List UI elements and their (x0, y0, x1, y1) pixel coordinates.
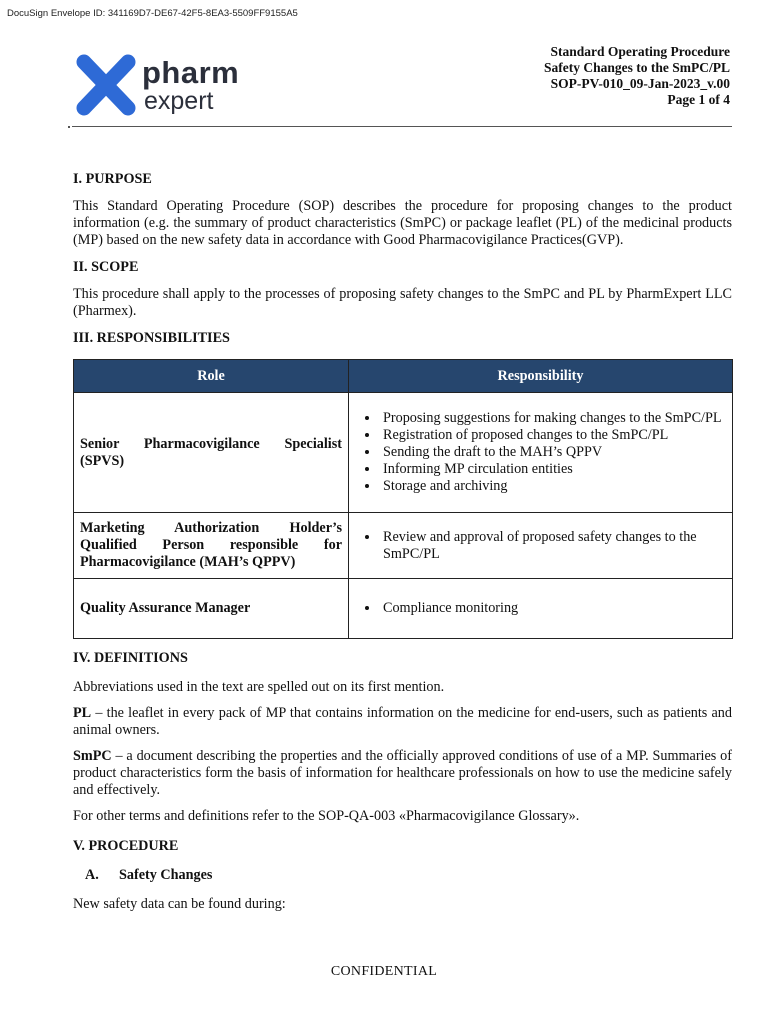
role-cell: Marketing Authorization Holder’s Qualified Person responsible for Pharmacovigilance (MAH’s QPPV) (74, 513, 349, 579)
table-row (74, 393, 733, 513)
list-item: • Proposing suggestions for making changes to the SmPC/PL (380, 410, 726, 427)
responsibility-cell (349, 579, 733, 639)
document-body (73, 170, 732, 913)
header-doc-type: Standard Operating Procedure (550, 44, 730, 59)
header-doc-title: Safety Changes to the SmPC/PL (544, 60, 730, 75)
definition-pl-text: – the leaflet in every pack of MP that contains information on the medicine for end-users, such as patients and animal owners. (73, 705, 732, 738)
column-header-role: Role (74, 360, 349, 393)
responsibility-cell (349, 513, 733, 579)
pharmexpert-logo (76, 54, 266, 116)
role-cell: Senior Pharmacovigilance Specialist (SPVS) (74, 393, 349, 513)
procedure-heading: V. PROCEDURE (73, 838, 179, 854)
definitions-intro: Abbreviations used in the text are spelled out on its first mention. (73, 679, 445, 695)
x-mark-logo-icon (76, 54, 136, 116)
confidential-footer: CONFIDENTIAL (330, 964, 438, 979)
list-item: • Informing MP circulation entities (380, 461, 726, 478)
definition-smpc (73, 748, 732, 799)
list-item: • Registration of proposed changes to the SmPC/PL (380, 427, 726, 444)
column-header-responsibility: Responsibility (349, 360, 733, 393)
scope-text: This procedure shall apply to the processes of proposing safety changes to the SmPC and PL by PharmExpert LLC (Pharmex). (73, 286, 732, 319)
list-item: • Review and approval of proposed safety changes to the SmPC/PL (380, 529, 726, 563)
procedure-subheading (73, 867, 732, 884)
definitions-other: For other terms and definitions refer to the SOP-QA-003 «Pharmacovigilance Glossary». (73, 808, 580, 824)
procedure-text: New safety data can be found during: (73, 896, 286, 912)
responsibilities-table (73, 359, 733, 639)
purpose-text: This Standard Operating Procedure (SOP) describes the procedure for proposing changes to the product information (e.g. the summary of product characteristics (SmPC) or package leaflet (PL) of the medicinal products (MP) based on the new safety data in accordance with Good Pharmacovigilance Practices(GVP). (73, 198, 732, 248)
role-cell: Quality Assurance Manager (74, 579, 349, 639)
list-item: • Compliance monitoring (380, 600, 726, 617)
term-smpc: SmPC (73, 748, 112, 764)
purpose-heading: I. PURPOSE (73, 171, 152, 187)
table-row (74, 513, 733, 579)
docusign-envelope-id: DocuSign Envelope ID: 341169D7-DE67-42F5-8EA3-5509FF9155A5 (7, 8, 298, 19)
header-page-number: Page 1 of 4 (667, 92, 730, 107)
responsibility-cell (349, 393, 733, 513)
header-rule-dot (68, 126, 70, 128)
definition-pl (73, 705, 732, 739)
list-item: • Sending the draft to the MAH’s QPPV (380, 444, 726, 461)
table-header-row (74, 360, 733, 393)
logo-text-pharm: pharm (142, 55, 240, 90)
logo-text-expert: expert (144, 87, 214, 115)
header-doc-code: SOP-PV-010_09-Jan-2023_v.00 (550, 76, 730, 91)
table-row (74, 579, 733, 639)
definition-smpc-text: – a document describing the properties and the officially approved conditions of use of a MP. Summaries of product characteristics form the basis of information for healthcare professionals on how to use the medicine safely and effectively. (73, 748, 732, 798)
responsibilities-heading: III. RESPONSIBILITIES (73, 330, 230, 346)
term-pl: PL (73, 705, 92, 721)
header-divider (72, 126, 732, 127)
scope-heading: II. SCOPE (73, 259, 139, 275)
subheading-title: Safety Changes (119, 867, 213, 883)
definitions-heading: IV. DEFINITIONS (73, 650, 188, 666)
document-header (544, 44, 730, 108)
subheading-letter: A. (85, 867, 99, 883)
list-item: • Storage and archiving (380, 478, 726, 495)
